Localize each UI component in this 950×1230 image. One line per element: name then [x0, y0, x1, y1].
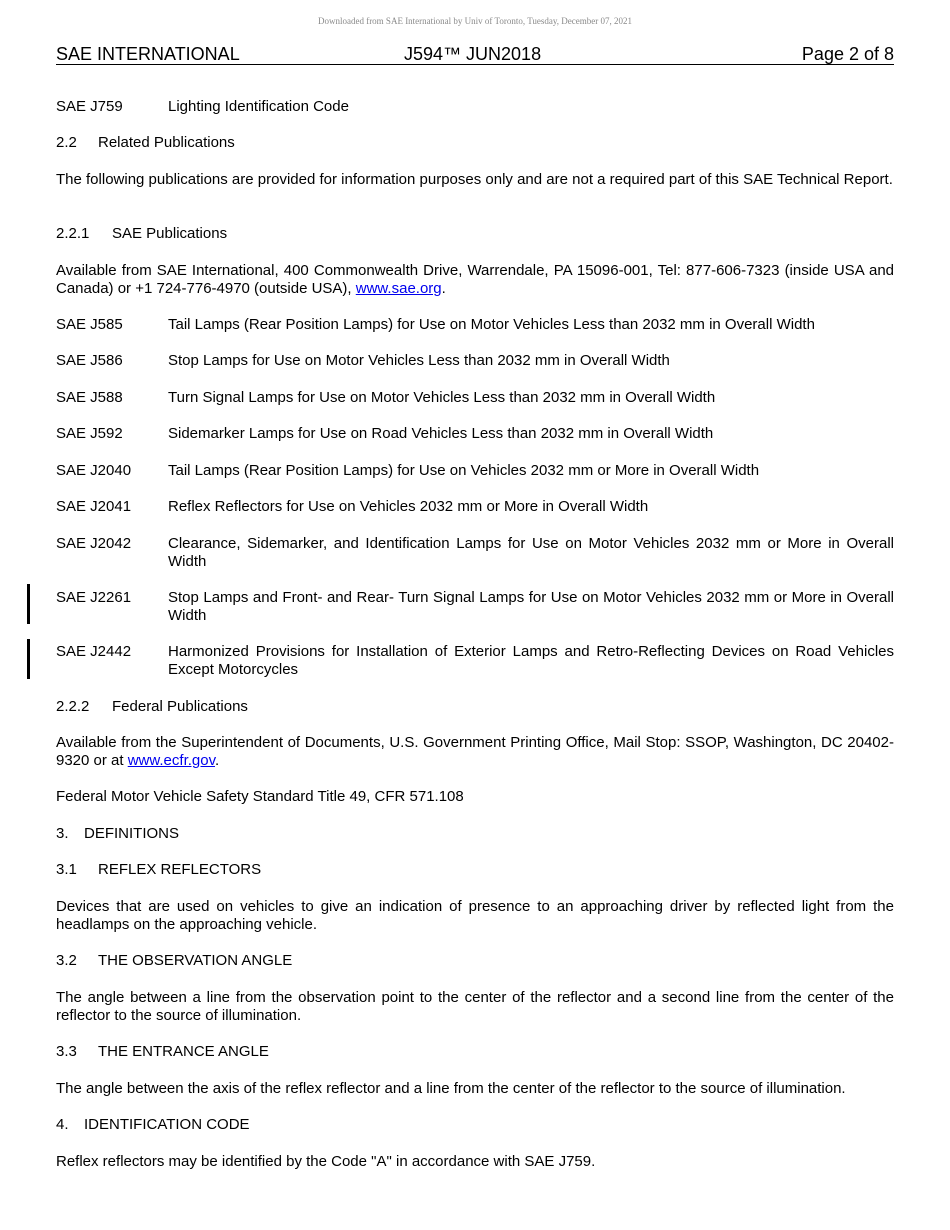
section-title: Related Publications — [98, 134, 235, 151]
ref-title: Turn Signal Lamps for Use on Motor Vehicles Less than 2032 mm in Overall Width — [168, 389, 716, 406]
section-heading-3-3 — [56, 1043, 894, 1061]
section-heading-4 — [56, 1116, 894, 1134]
page-header — [56, 44, 894, 65]
section-heading-3-1 — [56, 861, 894, 879]
section-heading-3 — [56, 825, 894, 843]
ref-code: SAE J2261 — [56, 589, 132, 606]
section-number: 3. — [56, 825, 69, 842]
header-document-id: J594™ JUN2018 — [404, 44, 542, 64]
section-title: Federal Publications — [112, 698, 248, 715]
paragraph: Reflex reflectors may be identified by the Code "A" in accordance with SAE J759. — [56, 1153, 596, 1170]
paragraph — [56, 734, 894, 770]
paragraph-text: Available from SAE International, 400 Commonwealth Drive, Warrendale, PA 15096-001, Tel: 877-606-7323 (inside USA and Canada) or +1 724-776-4970 (outside USA), — [56, 262, 894, 297]
ref-code: SAE J592 — [56, 425, 123, 442]
section-heading-2-2 — [56, 134, 894, 152]
download-watermark: Downloaded from SAE International by Univ of Toronto, Tuesday, December 07, 2021 — [317, 16, 633, 26]
ref-code: SAE J2442 — [56, 643, 132, 660]
section-number: 2.2.1 — [56, 225, 90, 242]
paragraph: Devices that are used on vehicles to give an indication of presence to an approaching driver by reflected light from the headlamps on the approaching vehicle. — [56, 898, 894, 933]
federal-reference: Federal Motor Vehicle Safety Standard Title 49, CFR 571.108 — [56, 788, 464, 805]
ref-title: Stop Lamps and Front- and Rear- Turn Signal Lamps for Use on Motor Vehicles 2032 mm or More in Overall Width — [168, 589, 894, 624]
header-publisher: SAE INTERNATIONAL — [56, 44, 240, 64]
revision-change-bar — [27, 639, 30, 679]
paragraph: The following publications are provided for information purposes only and are not a required part of this SAE Technical Report. — [56, 171, 893, 188]
ref-code: SAE J759 — [56, 98, 123, 115]
sae-website-link[interactable]: www.sae.org — [355, 280, 442, 297]
ref-code: SAE J2041 — [56, 498, 132, 515]
section-number: 2.2.2 — [56, 698, 90, 715]
ref-title: Tail Lamps (Rear Position Lamps) for Use on Vehicles 2032 mm or More in Overall Width — [168, 462, 760, 479]
section-title: IDENTIFICATION CODE — [84, 1116, 250, 1133]
ref-code: SAE J2040 — [56, 462, 132, 479]
ref-title: Harmonized Provisions for Installation of Exterior Lamps and Retro-Reflecting Devices on Road Vehicles Except Motorcycles — [168, 643, 894, 678]
section-title: REFLEX REFLECTORS — [98, 861, 262, 878]
paragraph-text: . — [214, 752, 220, 769]
section-number: 4. — [56, 1116, 69, 1133]
section-number: 2.2 — [56, 134, 77, 151]
paragraph — [56, 262, 894, 298]
section-heading-2-2-1 — [56, 225, 894, 243]
ref-title: Sidemarker Lamps for Use on Road Vehicles Less than 2032 mm in Overall Width — [168, 425, 714, 442]
paragraph-text: . — [441, 280, 446, 297]
paragraph-text: Available from the Superintendent of Documents, U.S. Government Printing Office, Mail Stop: SSOP, Washington, DC 20402-9320 or at — [56, 734, 894, 769]
paragraph: The angle between the axis of the reflex reflector and a line from the center of the reflector to the source of illumination. — [56, 1080, 846, 1097]
section-title: THE OBSERVATION ANGLE — [98, 952, 293, 969]
section-heading-3-2 — [56, 952, 894, 970]
section-title: DEFINITIONS — [84, 825, 180, 842]
section-number: 3.3 — [56, 1043, 77, 1060]
ref-code: SAE J585 — [56, 316, 123, 333]
section-number: 3.1 — [56, 861, 77, 878]
section-title: SAE Publications — [112, 225, 228, 242]
ref-title: Clearance, Sidemarker, and Identification Lamps for Use on Motor Vehicles 2032 mm or More in Overall Width — [168, 535, 894, 570]
section-heading-2-2-2 — [56, 698, 894, 716]
section-title: THE ENTRANCE ANGLE — [98, 1043, 269, 1060]
ecfr-website-link[interactable]: www.ecfr.gov — [127, 752, 215, 769]
ref-title: Lighting Identification Code — [168, 98, 349, 115]
ref-code: SAE J588 — [56, 389, 123, 406]
ref-title: Tail Lamps (Rear Position Lamps) for Use on Motor Vehicles Less than 2032 mm in Overall Width — [168, 316, 815, 333]
header-page-number: Page 2 of 8 — [801, 44, 894, 64]
ref-title: Reflex Reflectors for Use on Vehicles 2032 mm or More in Overall Width — [168, 498, 649, 515]
revision-change-bar — [27, 584, 30, 624]
ref-code: SAE J2042 — [56, 535, 132, 552]
section-number: 3.2 — [56, 952, 77, 969]
paragraph: The angle between a line from the observation point to the center of the reflector and a second line from the center of the reflector to the source of illumination. — [56, 989, 894, 1024]
ref-code: SAE J586 — [56, 352, 123, 369]
ref-title: Stop Lamps for Use on Motor Vehicles Less than 2032 mm in Overall Width — [168, 352, 670, 369]
